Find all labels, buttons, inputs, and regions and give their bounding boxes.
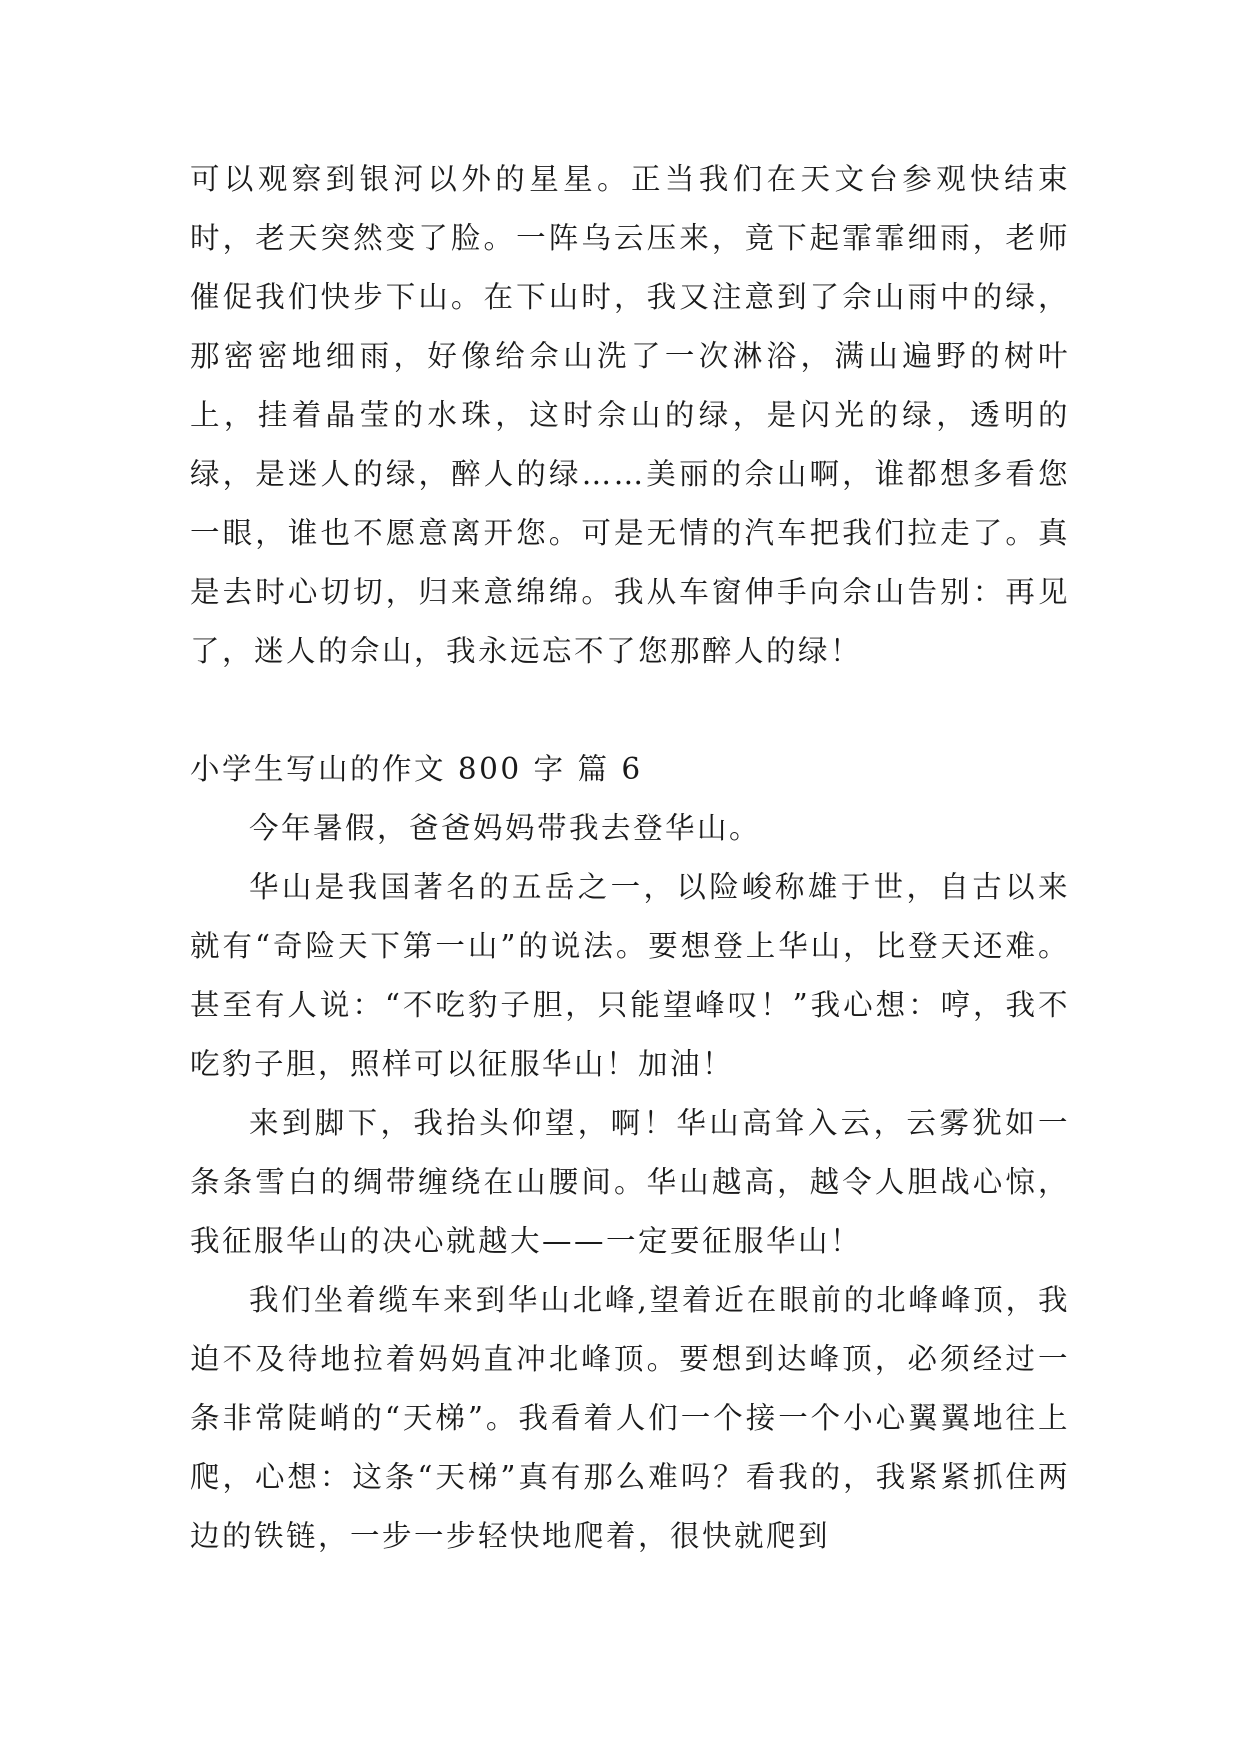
carryover-paragraph: 可以观察到银河以外的星星。正当我们在天文台参观快结束时，老天突然变了脸。一阵乌云压来，竟下起霏霏细雨，老师催促我们快步下山。在下山时，我又注意到了佘山雨中的绿，那密密地细雨，好像给佘山洗了一次淋浴，满山遍野的树叶上，挂着晶莹的水珠，这时佘山的绿，是闪光的绿，透明的绿，是迷人的绿，醉人的绿……美丽的佘山啊，谁都想多看您一眼，谁也不愿意离开您。可是无情的汽车把我们拉走了。真是去时心切切，归来意绵绵。我从车窗伸手向佘山告别：再见了，迷人的佘山，我永远忘不了您那醉人的绿！: [190, 162, 1070, 668]
paragraph-1: 今年暑假，爸爸妈妈带我去登华山。: [249, 811, 762, 845]
paragraph-3: 来到脚下，我抬头仰望，啊！华山高耸入云，云雾犹如一条条雪白的绸带缠绕在山腰间。华山越高，越令人胆战心惊，我征服华山的决心就越大——一定要征服华山！: [190, 1106, 1070, 1258]
paragraph-2: 华山是我国著名的五岳之一，以险峻称雄于世，自古以来就有“奇险天下第一山”的说法。要想登上华山，比登天还难。甚至有人说：“不吃豹子胆，只能望峰叹！”我心想：哼，我不吃豹子胆，照样可以征服华山！加油！: [190, 870, 1070, 1081]
document-page: [190, 150, 1070, 1566]
section-gap: [190, 681, 1070, 740]
paragraph-4: 我们坐着缆车来到华山北峰,望着近在眼前的北峰峰顶，我迫不及待地拉着妈妈直冲北峰顶。要想到达峰顶，必须经过一条非常陡峭的“天梯”。我看着人们一个接一个小心翼翼地往上爬，心想：这条“天梯”真有那么难吗？看我的，我紧紧抓住两边的铁链，一步一步轻快地爬着，很快就爬到: [190, 1283, 1070, 1553]
section-heading: 小学生写山的作文 800 字 篇 6: [190, 752, 643, 786]
